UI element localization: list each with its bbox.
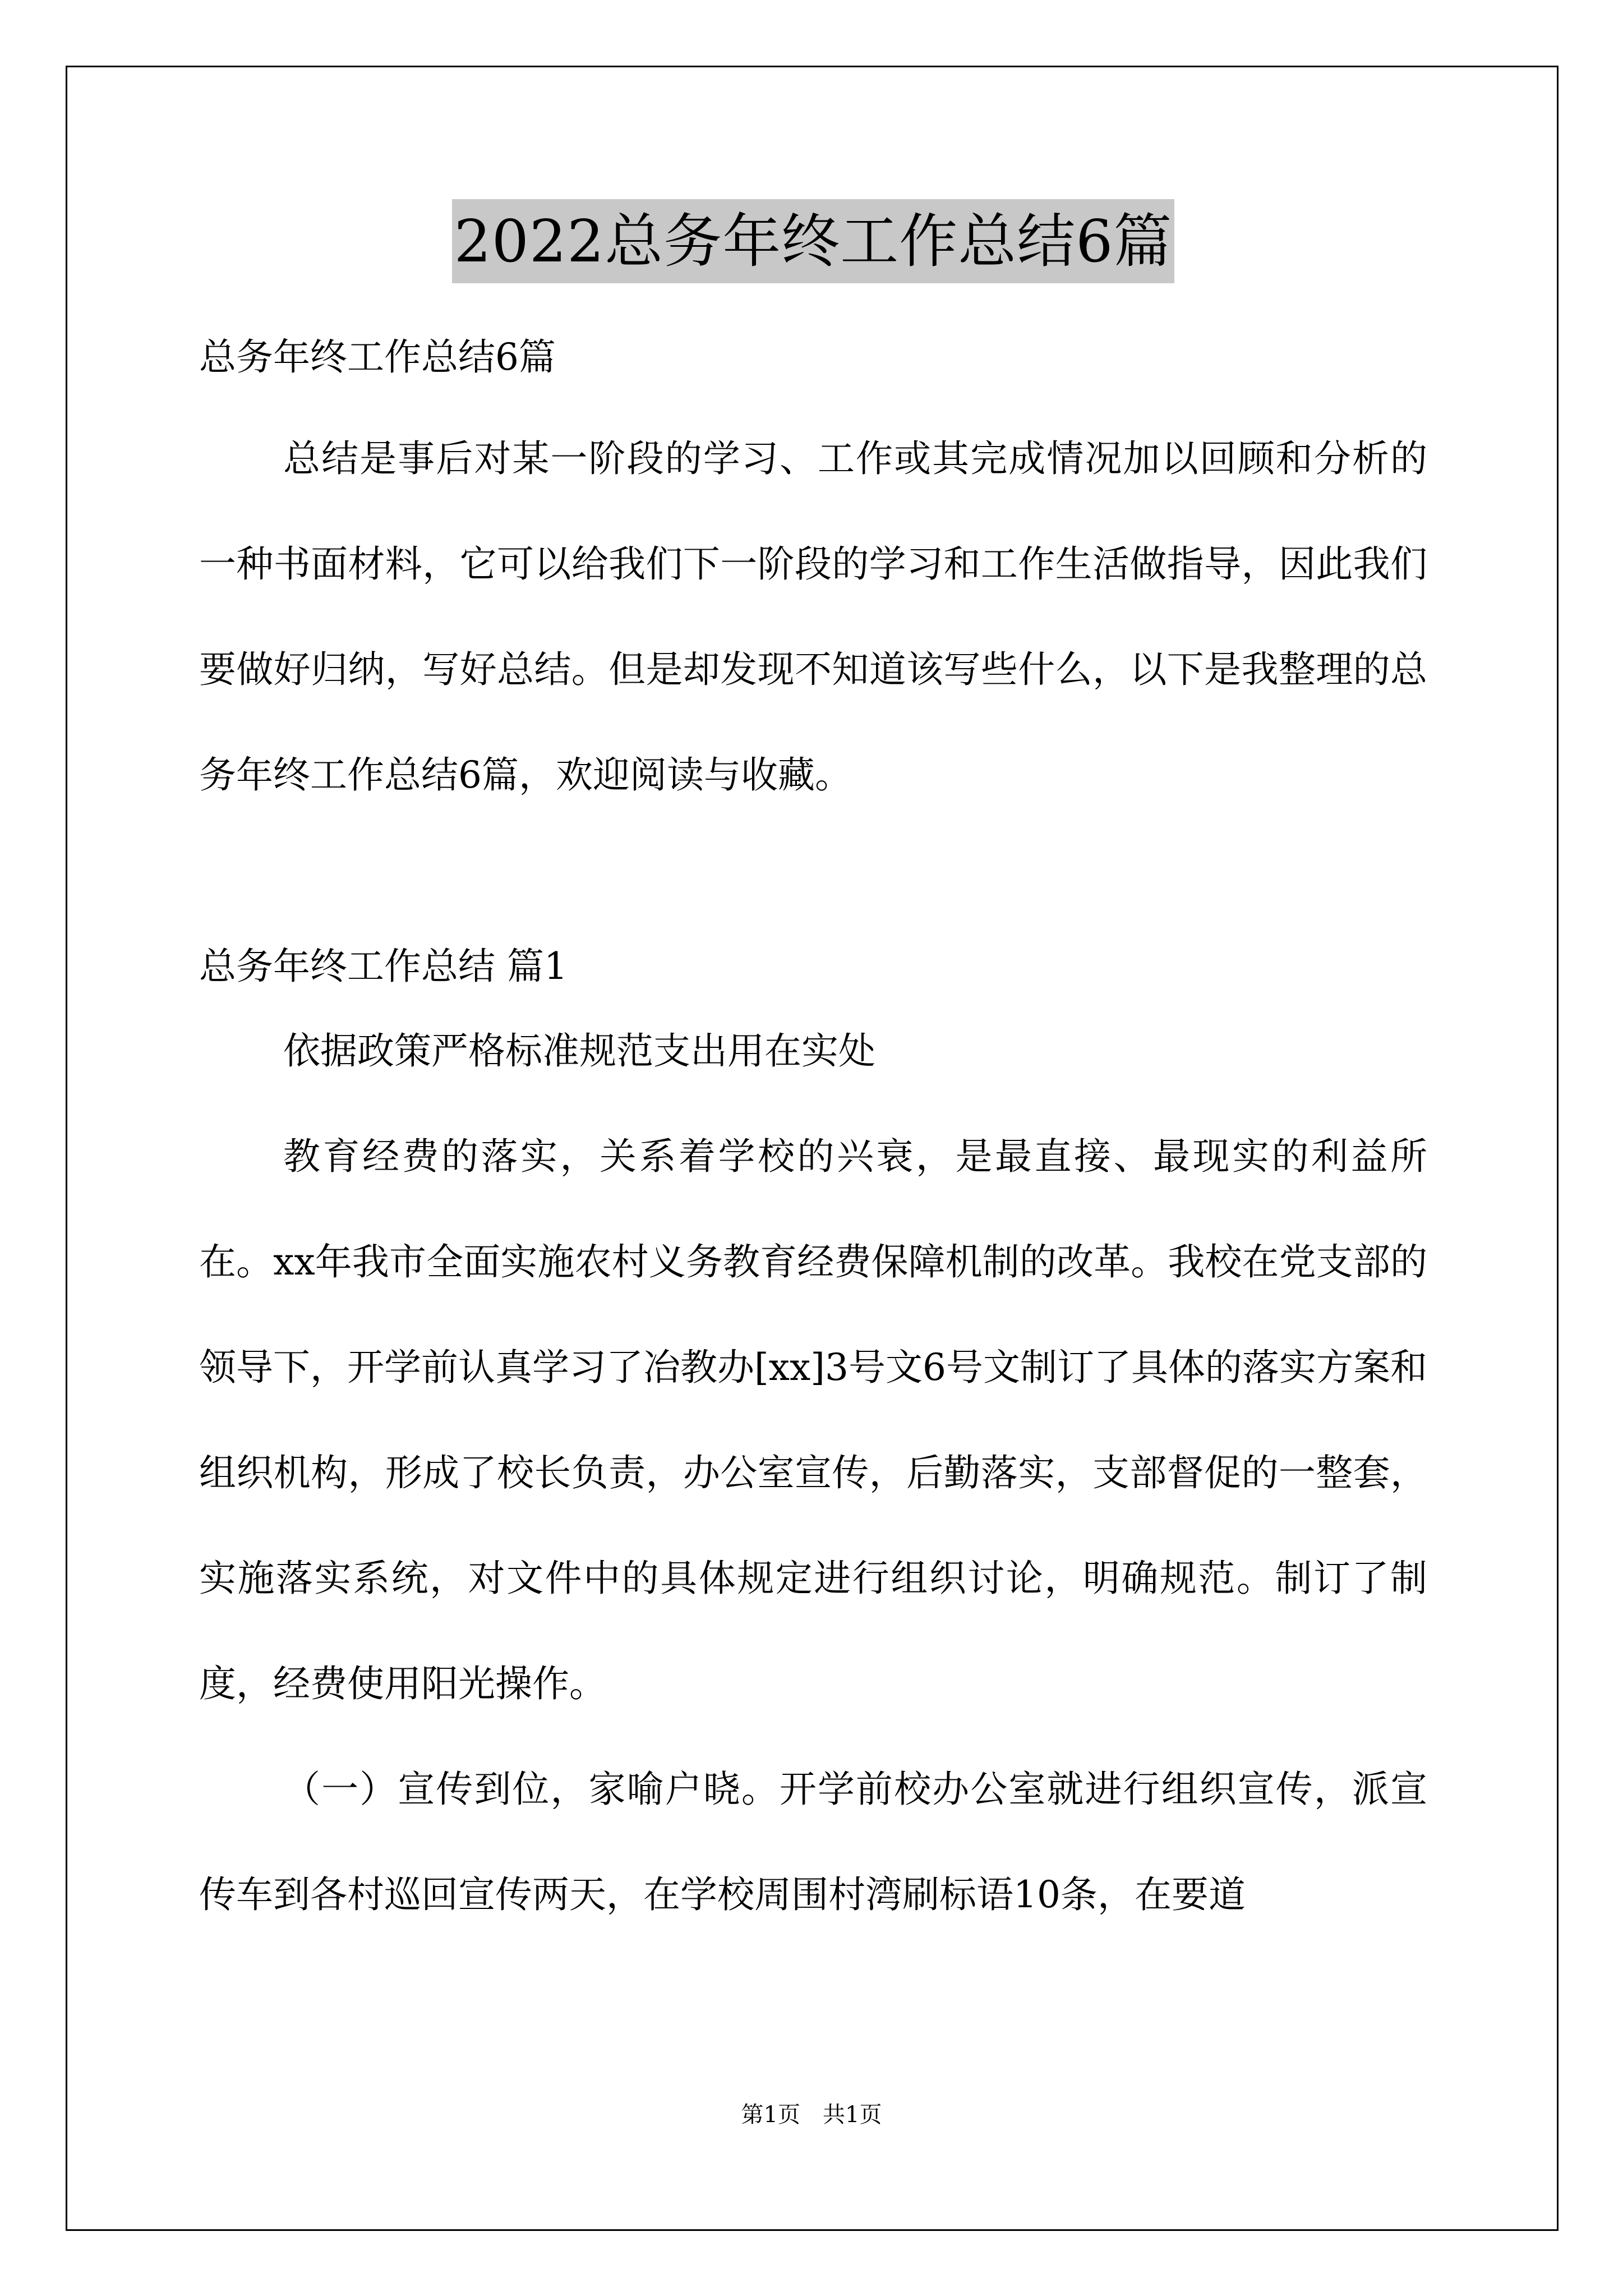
intro-paragraph: 总结是事后对某一阶段的学习、工作或其完成情况加以回顾和分析的一种书面材料，它可以给我们下一阶段的学习和工作生活做指导，因此我们要做好归纳，写好总结。但是却发现不知道该写些什么，以下是我整理的总务年终工作总结6篇，欢迎阅读与收藏。 bbox=[199, 437, 1427, 797]
document-title: 2022总务年终工作总结6篇 bbox=[452, 199, 1175, 283]
document-subtitle: 总务年终工作总结6篇 bbox=[199, 335, 556, 379]
paragraph-2: （一）宣传到位，家喻户晓。开学前校办公室就进行组织宣传，派宣传车到各村巡回宣传两天，在学校周围村湾刷标语10条，在要道 bbox=[199, 1768, 1427, 1916]
title-wrap bbox=[199, 199, 1427, 295]
page-footer: 第1页 共1页 bbox=[741, 2102, 882, 2128]
document-body bbox=[199, 199, 1427, 1948]
section-subheading: 依据政策严格标准规范支出用在实处 bbox=[283, 1029, 875, 1073]
paragraph-1: 教育经费的落实，关系着学校的兴衰，是最直接、最现实的利益所在。xx年我市全面实施农村义务教育经费保障机制的改革。我校在党支部的领导下，开学前认真学习了冶教办[xx]3号文6号文制订了具体的落实方案和组织机构，形成了校长负责，办公室宣传，后勤落实，支部督促的一整套，实施落实系统，对文件中的具体规定进行组织讨论，明确规范。制订了制度，经费使用阳光操作。 bbox=[199, 1135, 1427, 1705]
section-heading: 总务年终工作总结 篇1 bbox=[199, 945, 568, 988]
